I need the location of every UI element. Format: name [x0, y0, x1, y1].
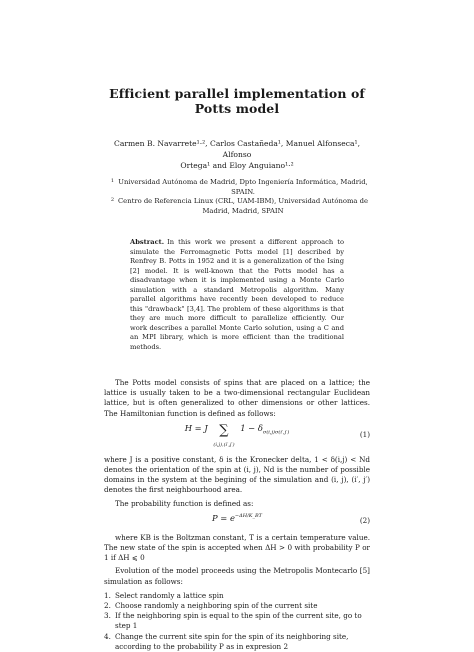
eq1-lhs: H = J: [184, 422, 208, 433]
affiliation-2: [104, 197, 370, 216]
paper-title: Efficient parallel implementation of Potts model: [109, 86, 365, 116]
equation-2-number: (2): [359, 515, 370, 525]
eq1-sum-subscript: (i,j),(i′,j′): [213, 441, 235, 448]
step-number: 4.: [104, 631, 111, 641]
affiliations: [104, 178, 370, 216]
step-number: 2.: [104, 601, 111, 611]
eq1-rhs: 1 − δ: [240, 422, 263, 433]
sigma-symbol: ∑: [219, 422, 229, 438]
author-list: [104, 138, 370, 171]
abstract-text: In this work we present a different approach to simulate the Ferromagnetic Potts model [1] described by Renfrey B. Potts in 1952 and it is a generalization of the Ising [2] model. It is well-known that the Potts model has a disadvantage when it is implemented using a Monte Carlo simulation with a standard Metropolis algorithm. Many parallel algorithms have recently been developed to reduce this "drawback" [3,4]. The problem of these algorithms is that they are much more difficult to parallelize efficiently. Our work describes a parallel Monte Carlo solution, using a C and an MPI library, which is more efficient than the traditional methods.: [130, 238, 344, 351]
equation-2-body: [104, 513, 370, 523]
step-text: If the neighboring spin is equal to the spin of the current site, go to step 1: [115, 611, 362, 631]
step-text: Change the current site spin for the spin of its neighboring site, according to the probability P as in expresion 2: [115, 631, 349, 651]
equation-1-number: (1): [359, 429, 370, 439]
evolution-intro: Evolution of the model proceeds using the Metropolis Montecarlo [5] simulation as follows:: [104, 566, 370, 586]
abstract: [130, 238, 344, 352]
affiliation-marker: 1: [110, 178, 114, 184]
eq2-exponent: −ΔH/K_BT: [234, 513, 263, 520]
eq1-rhs-subscript: σ(i,j)σ(i′,j′): [262, 429, 290, 436]
equation-1: [104, 423, 370, 453]
list-item: [104, 601, 370, 611]
step-number: 3.: [104, 611, 111, 621]
probability-intro: The probability function is defined as:: [115, 498, 254, 508]
affiliation-text: Centro de Referencia Linux (CRL, UAM-IBM), Universidad Autónoma de Madrid, Madrid, SPAIN: [117, 197, 368, 215]
authors-line-2: Ortega¹ and Eloy Anguiano¹·²: [180, 161, 294, 170]
affiliation-text: Universidad Autónoma de Madrid, Dpto Ingeniería Informática, Madrid, SPAIN.: [118, 178, 368, 196]
equation-2: [104, 513, 370, 531]
step-number: 1.: [104, 590, 111, 600]
authors-line-1: Carmen B. Navarrete¹·², Carlos Castañeda¹, Manuel Alfonseca¹, Alfonso: [114, 139, 360, 159]
abstract-heading: Abstract.: [130, 238, 165, 246]
step-text: Choose randomly a neighboring spin of the current site: [115, 601, 318, 611]
list-item: [104, 632, 370, 652]
list-item: [104, 591, 370, 601]
equation-1-body: [104, 423, 370, 448]
affiliation-1: [104, 178, 370, 197]
intro-paragraph: The Potts model consists of spins that are placed on a lattice; the lattice is usually taken to be a two-dimensional rectangular Euclidean lattice, but is often generalized to other dimensions or other lattices. The Hamiltonian function is defined as follows:: [104, 378, 370, 418]
after-eq1-paragraph: where J is a positive constant, δ is the Kronecker delta, 1 < δ(i,j) < Nd denotes the orientation of the spin at (i, j), Nd is the number of possible domains in the system at the begining of the simulation and (i, j), (i′, j′) denotes the first neighbourhood area.: [104, 454, 370, 495]
summation: [213, 423, 234, 448]
affiliation-marker: 2: [110, 197, 114, 203]
algorithm-steps: [104, 591, 370, 652]
eq2-lhs: P = e: [211, 512, 235, 523]
list-item: [104, 611, 370, 631]
step-text: Select randomly a lattice spin: [115, 590, 224, 600]
after-eq2-paragraph: where KB is the Boltzman constant, T is a certain temperature value. The new state of the spin is accepted when ΔH > 0 with probability P or 1 if ΔH ⩽ 0: [104, 532, 370, 563]
